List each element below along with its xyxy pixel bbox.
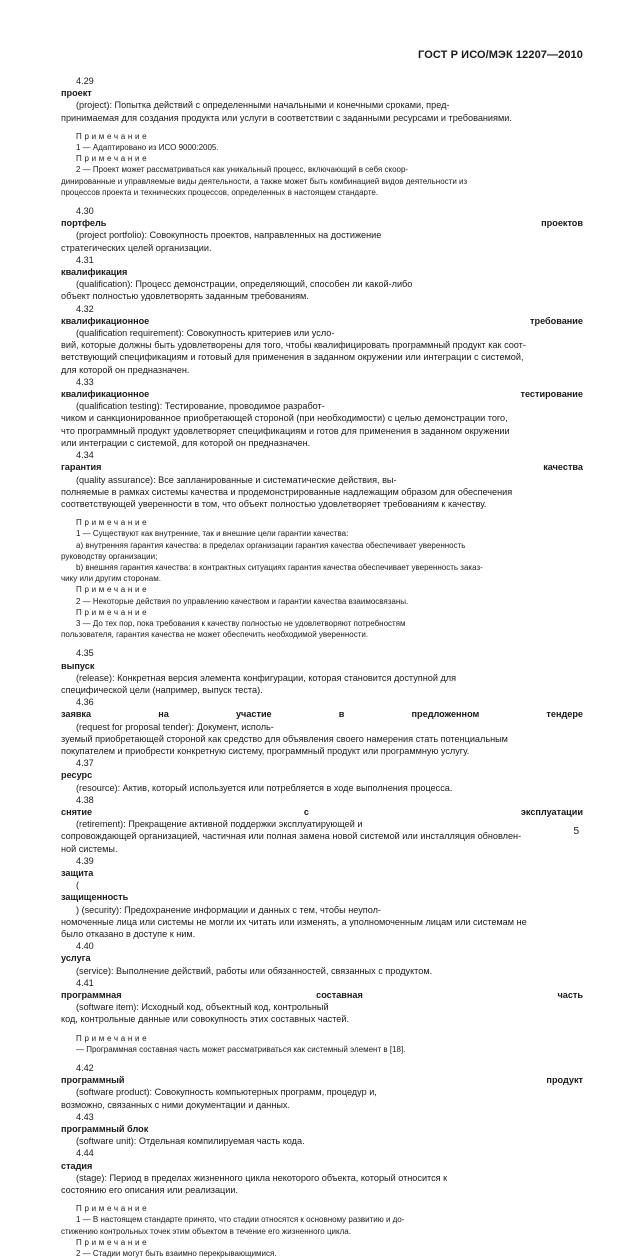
text-run: стижению контрольных точек этим объектом в течение его жизненного цикла. <box>61 1226 351 1236</box>
text-line <box>61 1013 583 1025</box>
text-line <box>61 412 583 424</box>
term-definition <box>61 1062 583 1111</box>
term-name: услуга <box>61 953 91 964</box>
text-run: ( <box>76 880 80 891</box>
text-run: (qualification testing): Тестирование, проводимое разработ- <box>76 401 325 412</box>
text-line <box>61 562 583 573</box>
term-definition <box>61 647 583 696</box>
text-run: 4.44 <box>76 1148 94 1159</box>
text-run: (request for proposal tender): Документ, исполь- <box>76 721 274 732</box>
text-run: — Программная составная часть может рассматриваться как системный элемент в [18]. <box>76 1044 406 1054</box>
text-line <box>61 551 583 562</box>
term-definition <box>61 855 583 940</box>
text-run: принимаемая для создания продукта или услуги в соответствии с заданными ресурсами и требованиями. <box>61 112 512 123</box>
text-run: (resource): Актив, который используется или потребляется в ходе выполнения процесса. <box>76 782 453 793</box>
text-run: сопровождающей организацией, частичная или полная замена новой системой или инсталляция обновлен- <box>61 831 522 842</box>
text-run: 4.35 <box>76 648 94 659</box>
text-line <box>61 254 583 291</box>
text-run: полняемые в рамках системы качества и продемонстрированные надлежащим образом для обеспечения <box>61 486 513 497</box>
text-run: номоченные лица или системы не могли их читать или изменять, а уполномоченным лицам или системам не <box>61 916 527 927</box>
term-definition <box>61 757 583 794</box>
term-name: стадия <box>61 1160 93 1171</box>
note <box>61 584 583 606</box>
text-line <box>61 187 583 198</box>
text-run: руководству организации; <box>61 551 158 561</box>
text-run: объект полностью удовлетворять заданным требованиям. <box>61 291 309 302</box>
note-label: Примечание <box>76 1033 150 1043</box>
text-run: код, контрольные данные или совокупность этих составных частей. <box>61 1014 349 1025</box>
text-line <box>61 176 583 187</box>
text-run: возможно, связанных с ними документации и данных. <box>61 1099 291 1110</box>
text-line <box>61 940 583 977</box>
term-name: выпуск <box>61 660 95 671</box>
text-run: 3 — До тех пор, пока требования к качеству полностью не удовлетворяют потребностям <box>76 618 406 628</box>
text-run: 4.42 <box>76 1063 94 1074</box>
term-definition <box>61 75 583 124</box>
term-name: защищенность <box>61 892 129 903</box>
text-run: (project): Попытка действий с определенными начальными и конечными сроками, пред- <box>76 100 450 111</box>
text-run: ной системы. <box>61 843 118 854</box>
text-run: или интеграции с системой, для которой он предназначен. <box>61 437 311 448</box>
text-run: (retirement): Прекращение активной поддержки эксплуатирующей и <box>76 819 363 830</box>
text-line <box>61 351 583 363</box>
text-line <box>61 830 583 842</box>
text-run: (project portfolio): Совокупность проектов, направленных на достижение <box>76 230 382 241</box>
text-run: (stage): Период в пределах жизненного цикла некоторого объекта, который относится к <box>76 1172 448 1183</box>
text-run: пользователя, гарантия качества не может обеспечить необходимой уверенности. <box>61 630 369 640</box>
page-number: 5 <box>573 826 579 837</box>
term-name: ресурс <box>61 770 93 781</box>
text-run: а) внутренняя гарантия качества: в пределах организации гарантия качества обеспечивает уверенность <box>76 540 466 550</box>
text-line <box>61 843 583 855</box>
text-line <box>61 684 583 696</box>
text-run: (qualification requirement): Совокупность критериев или усло- <box>76 328 335 339</box>
text-run: состоянию его описания или реализации. <box>61 1185 239 1196</box>
text-line <box>61 112 583 124</box>
text-line <box>61 584 583 606</box>
note <box>61 1033 583 1055</box>
text-line <box>61 449 583 486</box>
text-run: (quality assurance): Все запланированные и систематические действия, вы- <box>76 474 397 485</box>
text-line <box>61 794 583 831</box>
text-line <box>61 696 583 733</box>
term-name: портфель проектов <box>61 218 583 229</box>
text-run: b) внешняя гарантия качества: в контрактных ситуациях гарантия качества обеспечивает уверенность заказ- <box>76 562 483 572</box>
text-run: (software item): Исходный код, объектный код, контрольный <box>76 1002 329 1013</box>
text-line <box>61 376 583 413</box>
text-run: 4.36 <box>76 697 94 708</box>
text-line <box>61 153 583 175</box>
text-line <box>61 629 583 640</box>
text-run: 4.31 <box>76 254 94 265</box>
note-label: Примечание <box>76 1204 150 1214</box>
text-run: 4.30 <box>76 206 94 217</box>
term-definition <box>61 449 583 510</box>
term-definition <box>61 940 583 977</box>
note-label: Примечание <box>76 154 150 164</box>
text-line <box>61 290 583 302</box>
note-label: Примечание <box>76 131 150 141</box>
text-run: ) (security): Предохранение информации и данных с тем, чтобы неупол- <box>76 904 381 915</box>
term-definition <box>61 696 583 757</box>
text-line <box>61 1237 583 1259</box>
document-body <box>61 75 583 1259</box>
text-line <box>61 205 583 242</box>
term-name: проект <box>61 88 92 99</box>
term-name: снятие с эксплуатации <box>61 806 583 817</box>
term-definition <box>61 254 583 303</box>
text-line <box>61 498 583 510</box>
text-line <box>61 1184 583 1196</box>
note <box>61 607 583 641</box>
text-run: 1 — Адаптировано из ИСО 9000:2005. <box>76 143 219 153</box>
text-line <box>61 303 583 340</box>
text-run: специфической цели (например, выпуск теста). <box>61 684 263 695</box>
text-line <box>61 425 583 437</box>
document-header: ГОСТ Р ИСО/МЭК 12207—2010 <box>418 49 583 61</box>
text-line <box>61 540 583 551</box>
text-run: динированные и управляемые виды деятельности, а также может быть комбинацией видов деятельности из <box>61 176 468 186</box>
term-definition <box>61 977 583 1026</box>
text-line <box>61 1203 583 1225</box>
term-definition <box>61 205 583 254</box>
text-run: что программный продукт удовлетворяет спецификациям и готов для применения в заданном окружении <box>61 425 510 436</box>
note-label: Примечание <box>76 607 150 617</box>
text-run: стратегических целей организации. <box>61 242 212 253</box>
term-definition <box>61 1111 583 1148</box>
text-line <box>61 733 583 745</box>
text-run: зуемый приобретающей стороной как средство для объявления своего намерения стать потенциальным <box>61 733 508 744</box>
term-definition <box>61 1147 583 1196</box>
term-name: квалификация <box>61 267 128 278</box>
term-definition <box>61 376 583 449</box>
text-line <box>61 339 583 351</box>
note-label: Примечание <box>76 518 150 528</box>
text-run: 2 — Проект может рассматриваться как уникальный процесс, включающий в себя скоор- <box>76 165 409 175</box>
text-line <box>61 647 583 684</box>
note-label: Примечание <box>76 585 150 595</box>
text-run: 2 — Стадии могут быть взаимно перекрывающимися. <box>76 1249 277 1259</box>
term-name: защита <box>61 868 94 878</box>
text-run: 4.38 <box>76 794 94 805</box>
text-line <box>61 517 583 539</box>
text-run: процессов проекта и технических процессов, определенных в настоящем стандарте. <box>61 187 379 197</box>
text-line <box>61 486 583 498</box>
note-label: Примечание <box>76 1237 150 1247</box>
term-name: программный продукт <box>61 1075 583 1086</box>
text-run: 4.29 <box>76 76 94 86</box>
text-run: чиком и санкционированное приобретающей стороной (при необходимости) с целью демонстрации того, <box>61 413 508 424</box>
text-run: чику или другим сторонам. <box>61 574 161 584</box>
text-run: покупателем и приобрести конкретную систему, программный продукт или программную услугу. <box>61 745 470 756</box>
note <box>61 1203 583 1237</box>
text-line <box>61 745 583 757</box>
text-line <box>61 855 583 916</box>
term-name: квалификационное тестирование <box>61 389 583 400</box>
text-line <box>61 1099 583 1111</box>
note <box>61 517 583 539</box>
text-line <box>61 437 583 449</box>
text-run: ветствующий спецификациям и готовый для применения в заданном окружении или интеграции с системой, <box>61 352 524 363</box>
text-run: (release): Конкретная версия элемента конфигурации, которая становится доступной для <box>76 672 457 683</box>
text-line <box>61 757 583 794</box>
text-run: (qualification): Процесс демонстрации, определяющий, способен ли какой-либо <box>76 279 413 290</box>
text-run: (software unit): Отдельная компилируемая часть кода. <box>76 1136 305 1147</box>
note <box>61 562 583 584</box>
text-run: (service): Выполнение действий, работы или обязанностей, связанных с продуктом. <box>76 965 433 976</box>
text-line <box>61 1147 583 1184</box>
text-line <box>61 364 583 376</box>
text-line <box>61 928 583 940</box>
text-run: 1 — В настоящем стандарте принято, что стадии относятся к основному развитию и до- <box>76 1215 405 1225</box>
text-run: 2 — Некоторые действия по управлению качеством и гарантии качества взаимосвязаны. <box>76 596 409 606</box>
text-line <box>61 131 583 153</box>
text-run: 4.41 <box>76 977 94 988</box>
text-run: 4.43 <box>76 1111 94 1122</box>
text-line <box>61 75 583 112</box>
note <box>61 131 583 153</box>
text-line <box>61 573 583 584</box>
term-definition <box>61 794 583 855</box>
text-run: вий, которые должны быть удовлетворены для того, чтобы квалифицировать программный продукт как соот- <box>61 340 526 351</box>
term-name: квалификационное требование <box>61 315 583 326</box>
text-line <box>61 242 583 254</box>
text-run: 4.34 <box>76 450 94 461</box>
text-run: для которой он предназначен. <box>61 364 190 375</box>
text-line <box>61 916 583 928</box>
note <box>61 1237 583 1259</box>
term-name: программная составная часть <box>61 990 583 1001</box>
text-run: 4.33 <box>76 376 94 387</box>
term-name: гарантия качества <box>61 462 583 473</box>
text-run: 4.39 <box>76 855 94 866</box>
note <box>61 153 583 198</box>
text-line <box>61 977 583 1014</box>
text-run: (software product): Совокупность компьютерных программ, процедур и, <box>76 1087 377 1098</box>
text-run: было отказано в доступе к ним. <box>61 929 196 940</box>
text-run: 4.32 <box>76 303 94 314</box>
text-line <box>61 1111 583 1148</box>
text-line <box>61 1062 583 1099</box>
text-run: соответствующей уверенности в том, что объект полностью удовлетворяет требованиям к качеству. <box>61 498 487 509</box>
text-line <box>61 1033 583 1055</box>
text-line <box>61 1226 583 1237</box>
text-run: 4.40 <box>76 941 94 952</box>
text-run: 4.37 <box>76 758 94 769</box>
term-name: заявка на участие в предложенном тендере <box>61 709 583 720</box>
term-name: программный блок <box>61 1124 149 1135</box>
term-definition <box>61 303 583 376</box>
text-line <box>61 607 583 629</box>
note <box>61 540 583 562</box>
text-run: 1 — Существуют как внутренние, так и внешние цели гарантии качества: <box>76 529 349 539</box>
